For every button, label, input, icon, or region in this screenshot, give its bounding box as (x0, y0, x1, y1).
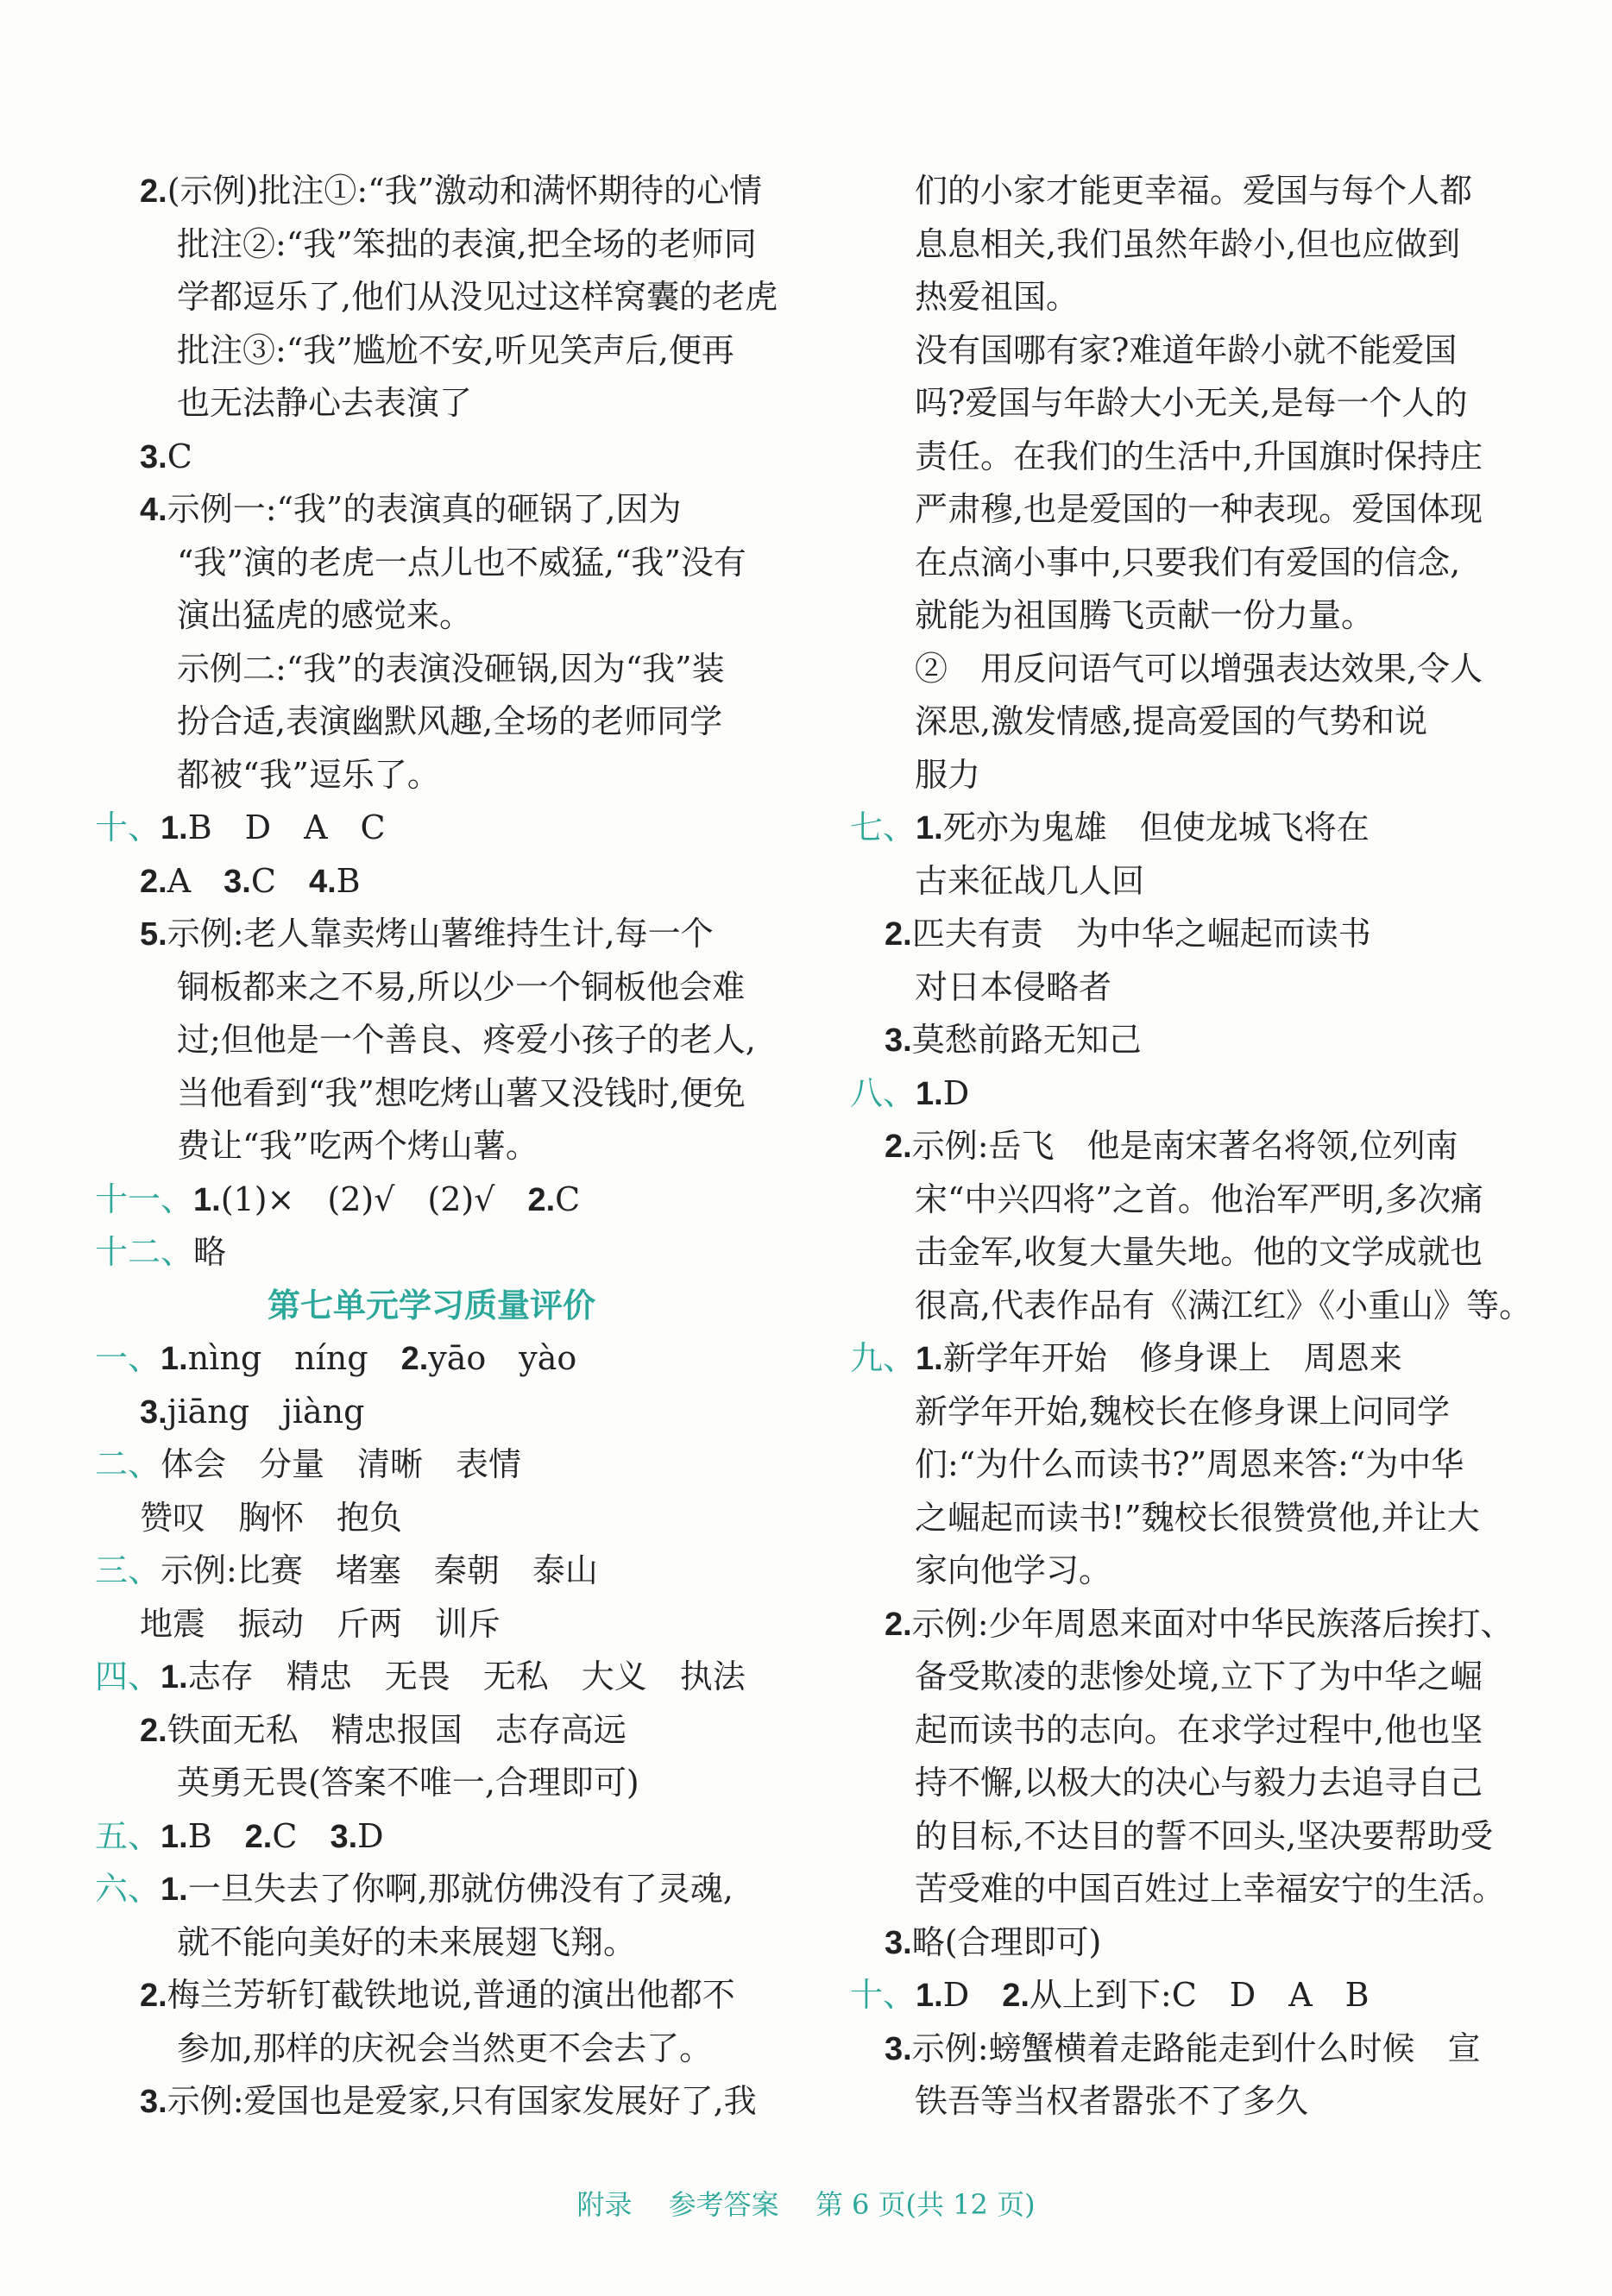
answer-line (177, 2022, 712, 2075)
answer-text: 们的小家才能更幸福。爱国与每个人都 (915, 172, 1473, 210)
section-number: 九、 (850, 1339, 916, 1377)
answer-line (915, 536, 1460, 589)
question-number: 3. (330, 1818, 358, 1855)
section-number: 十二、 (95, 1233, 194, 1271)
unit-title: 第七单元学习质量评价 (268, 1286, 596, 1324)
answer-text: 略 (193, 1233, 227, 1271)
answer-text: 示例一:“我”的表演真的砸锅了,因为 (167, 490, 682, 528)
answer-line (915, 430, 1483, 483)
answer-line (915, 270, 1079, 324)
answer-text: 示例:岳飞 他是南宋著名将领,位列南 (911, 1127, 1458, 1165)
answer-text: 在点滴小事中,只要我们有爱国的信念, (915, 543, 1461, 582)
answer-text: 都被“我”逗乐了。 (177, 755, 440, 794)
answer-text: D (357, 1816, 384, 1855)
question-number: 3. (140, 2084, 167, 2120)
section-number: 十一、 (95, 1179, 194, 1218)
answer-line (95, 801, 386, 854)
answer-line (915, 1437, 1464, 1491)
answer-line (268, 1279, 595, 1332)
answer-line (95, 1809, 384, 1863)
section-number: 七、 (850, 808, 916, 846)
footer-page-number: 第 6 页(共 12 页) (815, 2188, 1036, 2221)
answer-text: nìng níng (187, 1339, 401, 1377)
answer-line (915, 376, 1467, 430)
answer-line (140, 1703, 627, 1757)
answer-text: B D A C (187, 808, 386, 846)
answer-line (915, 164, 1472, 217)
answer-text: 演出猛虎的感觉来。 (177, 596, 473, 634)
answer-line (177, 1756, 639, 1809)
section-number: 十、 (95, 808, 161, 846)
answer-line (850, 1066, 969, 1120)
question-number: 1. (161, 1341, 188, 1377)
answer-text: B (187, 1816, 245, 1855)
answer-line (915, 1703, 1483, 1757)
answer-text: 对日本侵略者 (915, 967, 1112, 1006)
answer-text: 起而读书的志向。在求学过程中,他也坚 (915, 1710, 1483, 1749)
answer-text: 一旦失去了你啊,那就仿佛没有了灵魂, (187, 1870, 734, 1908)
answer-line (915, 1385, 1450, 1438)
answer-text: 费让“我”吃两个烤山薯。 (177, 1127, 538, 1165)
answer-text: 热爱祖国。 (915, 278, 1080, 316)
answer-text: 英勇无畏(答案不唯一,合理即可) (177, 1764, 639, 1802)
answer-line (95, 1544, 598, 1597)
answer-line (915, 695, 1427, 748)
answer-text: 铜板都来之不易,所以少一个铜板他会难 (177, 967, 746, 1006)
answer-line (885, 2022, 1481, 2075)
answer-text: A (167, 861, 224, 900)
answer-text: 的目标,不达目的誓不回头,坚决要帮助受 (915, 1816, 1494, 1855)
answer-line (140, 1385, 364, 1438)
answer-line (140, 2074, 757, 2128)
answer-line (177, 642, 725, 695)
answer-text: B (336, 861, 361, 900)
section-number: 十、 (850, 1976, 916, 2014)
answer-line (140, 430, 192, 483)
answer-text: 新学年开始,魏校长在修身课上问同学 (915, 1392, 1451, 1431)
question-number: 2. (140, 863, 167, 900)
answer-text: 很高,代表作品有《满江红》《小重山》等。 (915, 1286, 1533, 1324)
answer-line (95, 1173, 580, 1226)
answer-line (885, 1597, 1514, 1651)
answer-text: 学都逗乐了,他们从没见过这样窝囊的老虎 (177, 278, 778, 316)
answer-text: 没有国哪有家?难道年龄小就不能爱国 (915, 330, 1458, 369)
section-number: 五、 (95, 1816, 161, 1855)
question-number: 2. (140, 173, 167, 210)
answer-text: 就能为祖国腾飞贡献一份力量。 (915, 596, 1375, 634)
answer-line (177, 1013, 756, 1066)
answer-text: 示例:老人靠卖烤山薯维持生计,每一个 (167, 915, 714, 953)
answer-text: 新学年开始 修身课上 周恩来 (942, 1339, 1402, 1377)
answer-text: 责任。在我们的生活中,升国旗时保持庄 (915, 437, 1483, 475)
answer-text: 古来征战几人回 (915, 861, 1145, 900)
question-number: 4. (308, 863, 337, 900)
answer-text: 扮合适,表演幽默风趣,全场的老师同学 (177, 702, 723, 740)
answer-line (915, 960, 1111, 1014)
answer-line (177, 695, 722, 748)
answer-text: 就不能向美好的未来展翅飞翔。 (177, 1922, 637, 1961)
answer-line (885, 1013, 1142, 1066)
answer-text: 批注②:“我”笨拙的表演,把全场的老师同 (177, 224, 757, 263)
answer-text: 当他看到“我”想吃烤山薯又没钱时,便免 (177, 1073, 746, 1112)
question-number: 1. (916, 1341, 943, 1377)
answer-line (95, 1331, 576, 1385)
answer-text: 示例:螃蟹横着走路能走到什么时候 宣 (911, 2029, 1481, 2067)
answer-line (850, 1968, 1370, 2022)
answer-text: D (942, 1073, 970, 1112)
answer-line (140, 164, 762, 217)
answer-line (177, 1066, 746, 1120)
answer-text: jiāng jiàng (167, 1392, 365, 1431)
answer-line (95, 1437, 521, 1491)
answer-line (140, 1597, 501, 1651)
answer-text: C (272, 1816, 331, 1855)
answer-line (915, 588, 1374, 642)
answer-text: 参加,那样的庆祝会当然更不会去了。 (177, 2029, 713, 2067)
question-number: 1. (161, 1871, 188, 1908)
answer-text: C (167, 437, 192, 475)
answer-text: 击金军,收复大量失地。他的文学成就也 (915, 1233, 1483, 1271)
answer-line (177, 324, 734, 377)
section-number: 二、 (95, 1445, 161, 1483)
answer-text: 莫愁前路无知己 (911, 1021, 1142, 1059)
answer-text: 示例二:“我”的表演没砸锅,因为“我”装 (177, 649, 725, 688)
question-number: 1. (916, 1978, 943, 2014)
answer-line (95, 1862, 734, 1915)
question-number: 3. (885, 2030, 912, 2067)
answer-text: D (942, 1976, 1003, 2014)
answer-text: 家向他学习。 (915, 1551, 1112, 1589)
answer-line (140, 907, 714, 960)
answer-text: 志存 精忠 无畏 无私 大义 执法 (187, 1658, 746, 1695)
answer-line (915, 324, 1457, 377)
answer-text: 赞叹 胸怀 抱负 (140, 1498, 403, 1537)
answer-text: C (555, 1179, 581, 1218)
answer-text: ② 用反问语气可以增强表达效果,令人 (915, 649, 1483, 688)
answer-line (850, 1331, 1402, 1385)
answer-text: 死亦为鬼雄 但使龙城飞将在 (942, 808, 1370, 846)
answer-text: C (250, 861, 309, 900)
answer-text: 铁面无私 精忠报国 志存高远 (167, 1710, 627, 1749)
question-number: 2. (885, 916, 912, 953)
answer-text: 铁吾等当权者嚣张不了多久 (915, 2082, 1309, 2120)
footer-answers: 参考答案 (668, 2188, 779, 2221)
answer-line (915, 217, 1460, 271)
answer-text: yāo yào (428, 1339, 577, 1377)
answer-text: 示例:比赛 堵塞 秦朝 泰山 (161, 1551, 598, 1589)
answer-text: 过;但他是一个善良、疼爱小孩子的老人, (177, 1021, 756, 1059)
answer-line (915, 1544, 1111, 1597)
answer-text: 吗?爱国与年龄大小无关,是每一个人的 (915, 384, 1468, 422)
question-number: 3. (140, 1393, 167, 1431)
answer-text: 息息相关,我们虽然年龄小,但也应做到 (915, 224, 1461, 263)
answer-text: 略(合理即可) (911, 1922, 1102, 1961)
question-number: 2. (527, 1181, 556, 1218)
section-number: 六、 (95, 1870, 161, 1908)
answer-line (140, 1968, 735, 2022)
answer-line (915, 642, 1483, 695)
question-number: 1. (161, 810, 188, 846)
answer-line (915, 1279, 1532, 1332)
answer-text: (示例)批注①:“我”激动和满怀期待的心情 (167, 172, 763, 210)
answer-line (915, 1862, 1505, 1915)
section-number: 八、 (850, 1073, 916, 1112)
question-number: 3. (140, 438, 167, 475)
answer-text: 宋“中兴四将”之首。他治军严明,多次痛 (915, 1179, 1483, 1218)
answer-text: 苦受难的中国百姓过上幸福安宁的生活。 (915, 1870, 1506, 1908)
answer-text: 深思,激发情感,提高爱国的气势和说 (915, 702, 1428, 740)
section-number: 四、 (95, 1658, 161, 1695)
question-number: 3. (224, 863, 251, 900)
answer-line (915, 1173, 1483, 1226)
answer-line (915, 1491, 1480, 1544)
section-number: 一、 (95, 1339, 161, 1377)
answer-line (885, 907, 1371, 960)
answer-line (915, 1756, 1483, 1809)
answer-line (885, 1915, 1101, 1969)
answer-text: “我”演的老虎一点儿也不威猛,“我”没有 (177, 543, 746, 582)
answer-text: 匹夫有责 为中华之崛起而读书 (911, 915, 1371, 953)
answer-line (915, 748, 980, 802)
question-number: 2. (400, 1341, 429, 1377)
answer-text: 服力 (915, 755, 981, 794)
answer-line (177, 376, 472, 430)
answer-text: 地震 振动 斤两 训斥 (140, 1604, 501, 1643)
answer-line (915, 482, 1483, 536)
answer-line (95, 1225, 226, 1279)
question-number: 2. (885, 1606, 912, 1643)
answer-text: 持不懈,以极大的决心与毅力去追寻自己 (915, 1764, 1483, 1802)
answer-line (95, 1650, 746, 1703)
answer-line (915, 1809, 1493, 1863)
question-number: 4. (140, 492, 167, 528)
answer-line (177, 588, 472, 642)
answer-text: 梅兰芳斩钉截铁地说,普通的演出他都不 (167, 1976, 735, 2014)
question-number: 3. (885, 1924, 912, 1961)
answer-line (177, 748, 440, 802)
question-number: 2. (140, 1978, 167, 2014)
question-number: 2. (140, 1712, 167, 1749)
page-footer (0, 2183, 1612, 2223)
answer-line (177, 1915, 636, 1969)
footer-appendix: 附录 (576, 2188, 633, 2221)
answer-text: 也无法静心去表演了 (177, 384, 473, 422)
answer-line (177, 536, 746, 589)
answer-line (915, 854, 1144, 908)
answer-text: 备受欺凌的悲惨处境,立下了为中华之崛 (915, 1658, 1483, 1695)
question-number: 1. (161, 1818, 188, 1855)
answer-line (915, 1650, 1483, 1703)
question-number: 5. (140, 916, 167, 953)
question-number: 2. (244, 1818, 273, 1855)
answer-line (177, 270, 778, 324)
answer-text: 从上到下:C D A B (1029, 1976, 1370, 2014)
answer-text: 之崛起而读书!”魏校长很赞赏他,并让大 (915, 1498, 1480, 1537)
answer-line (177, 217, 757, 271)
answer-line (915, 2074, 1308, 2128)
answer-line (140, 482, 681, 536)
question-number: 1. (161, 1659, 188, 1695)
answer-line (915, 1225, 1483, 1279)
answer-line (885, 1119, 1458, 1173)
question-number: 1. (916, 810, 943, 846)
question-number: 3. (885, 1022, 912, 1059)
answer-text: 们:“为什么而读书?”周恩来答:“为中华 (915, 1445, 1464, 1483)
section-number: 三、 (95, 1551, 161, 1589)
answer-line (177, 960, 745, 1014)
answer-line (850, 801, 1370, 854)
question-number: 2. (1002, 1978, 1030, 2014)
answer-text: 示例:少年周恩来面对中华民族落后挨打、 (911, 1604, 1514, 1643)
question-number: 1. (193, 1181, 221, 1218)
question-number: 2. (885, 1129, 912, 1165)
answer-text: 严肃穆,也是爱国的一种表现。爱国体现 (915, 490, 1483, 528)
question-number: 1. (916, 1075, 943, 1112)
answer-line (140, 1491, 402, 1544)
answer-text: (1)× (2)√ (2)√ (220, 1179, 528, 1218)
answer-line (177, 1119, 538, 1173)
answer-line (140, 854, 361, 908)
answer-text: 示例:爱国也是爱家,只有国家发展好了,我 (167, 2082, 757, 2120)
answer-text: 批注③:“我”尴尬不安,听见笑声后,便再 (177, 330, 734, 369)
answer-text: 体会 分量 清晰 表情 (161, 1445, 522, 1483)
